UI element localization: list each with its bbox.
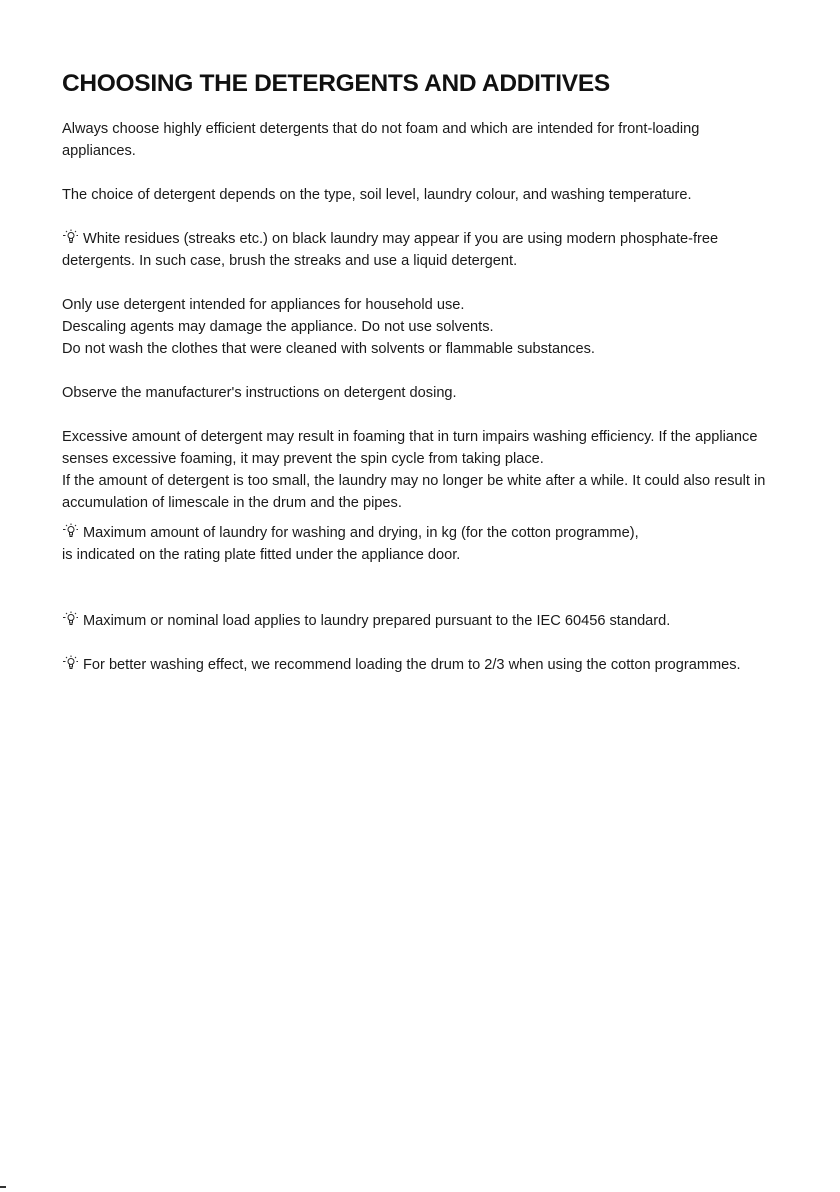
tip-nominal-load-text: Maximum or nominal load applies to laundry prepared pursuant to the IEC 60456 standard. — [83, 613, 671, 629]
paragraph-detergent-choice: Always choose highly efficient detergents that do not foam and which are intended for front-loading appliances. — [62, 121, 700, 159]
lightbulb-icon — [62, 655, 79, 671]
paragraph-excessive-detergent: Excessive amount of detergent may result in foaming that in turn impairs washing efficiency. If the appliance senses excessive foaming, it may prevent the spin cycle from taking place. — [62, 429, 758, 467]
paragraph-solvents-warning: Do not wash the clothes that were cleaned with solvents or flammable substances. — [62, 341, 595, 357]
tip-white-residues — [62, 228, 772, 272]
lightbulb-icon — [62, 229, 79, 245]
paragraph-dosing-instructions: Observe the manufacturer's instructions on detergent dosing. — [62, 385, 457, 401]
tip-maximum-laundry-text: Maximum amount of laundry for washing and drying, in kg (for the cotton programme), — [83, 525, 639, 541]
lightbulb-icon — [62, 523, 79, 539]
tip-white-residues-text: White residues (streaks etc.) on black laundry may appear if you are using modern phosphate-free detergents. In such case, brush the streaks and use a liquid detergent. — [62, 231, 719, 269]
paragraph-household-detergent: Only use detergent intended for appliances for household use. — [62, 297, 465, 313]
tip-nominal-load — [62, 610, 772, 632]
tip-rating-plate: is indicated on the rating plate fitted under the appliance door. — [62, 547, 461, 563]
lightbulb-icon — [62, 611, 79, 627]
paragraph-descaling-agents: Descaling agents may damage the appliance. Do not use solvents. — [62, 319, 494, 335]
paragraph-insufficient-detergent: If the amount of detergent is too small, the laundry may no longer be white after a while. It could also result in accumulation of limescale in the drum and the pipes. — [62, 473, 766, 511]
document-page — [62, 70, 772, 676]
page-title: CHOOSING THE DETERGENTS AND ADDITIVES — [62, 70, 610, 97]
tip-drum-loading — [62, 654, 772, 676]
page-corner-mark — [0, 1186, 6, 1188]
paragraph-detergent-factors: The choice of detergent depends on the type, soil level, laundry colour, and washing temperature. — [62, 187, 692, 203]
tip-drum-loading-text: For better washing effect, we recommend loading the drum to 2/3 when using the cotton programmes. — [83, 657, 741, 673]
tip-maximum-laundry — [62, 522, 772, 544]
